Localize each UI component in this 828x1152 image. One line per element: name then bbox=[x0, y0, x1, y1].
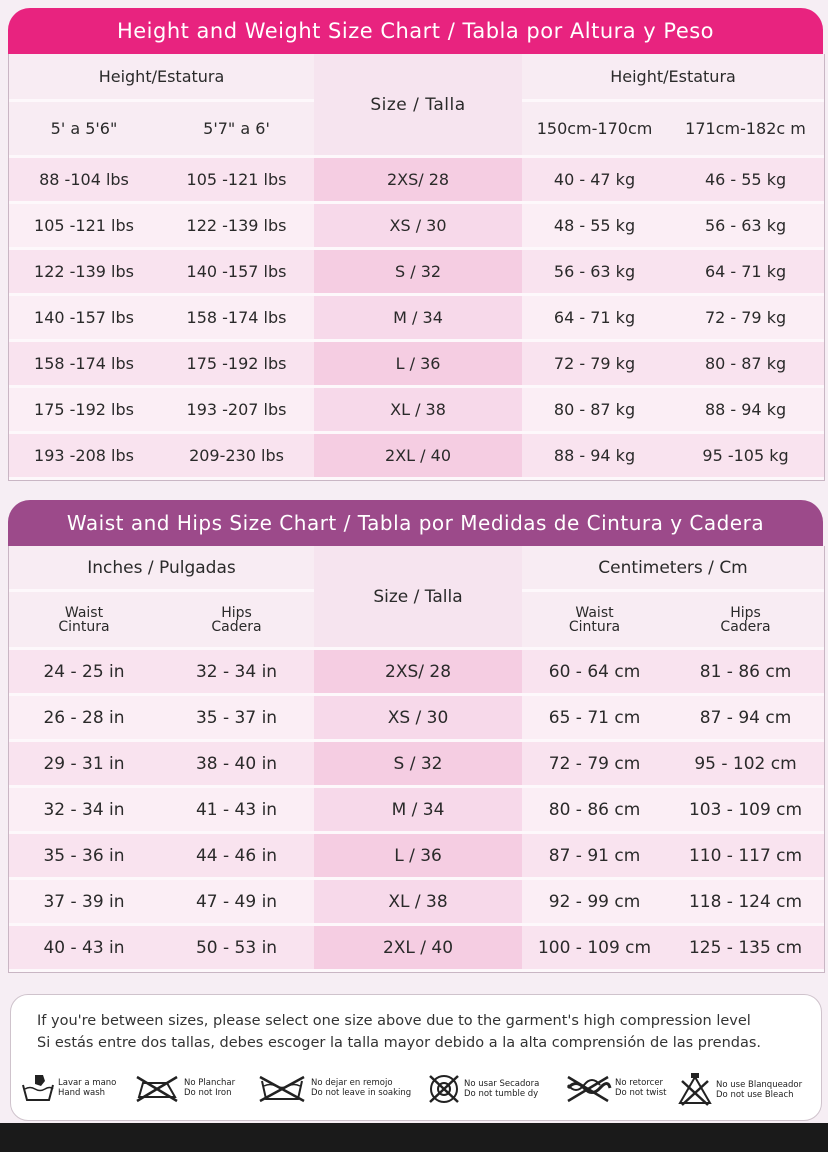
cell: 44 - 46 in bbox=[159, 834, 314, 880]
table-row bbox=[9, 650, 824, 696]
care-item bbox=[133, 1073, 235, 1103]
size-cell: L / 36 bbox=[314, 834, 522, 880]
cell: 100 - 109 cm bbox=[522, 926, 667, 972]
no-soak-icon bbox=[256, 1073, 308, 1103]
size-cell: XL / 38 bbox=[314, 880, 522, 926]
height-range-3: 150cm-170cm bbox=[522, 102, 667, 158]
care-label-es: No Planchar bbox=[184, 1078, 236, 1088]
cell: 56 - 63 kg bbox=[522, 250, 667, 296]
care-label-en: Hand wash bbox=[58, 1088, 106, 1098]
care-item bbox=[564, 1073, 666, 1103]
cell: 80 - 87 kg bbox=[522, 388, 667, 434]
cell: 65 - 71 cm bbox=[522, 696, 667, 742]
cell: 64 - 71 kg bbox=[522, 296, 667, 342]
cell: 158 -174 lbs bbox=[159, 296, 314, 342]
waist-label: Waist bbox=[64, 604, 104, 621]
size-cell: XL / 38 bbox=[314, 388, 522, 434]
cell: 72 - 79 kg bbox=[667, 296, 824, 342]
hips-cm-header bbox=[667, 592, 824, 650]
cell: 103 - 109 cm bbox=[667, 788, 824, 834]
care-label-es: No use Blanqueador bbox=[716, 1080, 803, 1090]
cadera-label: Cadera bbox=[720, 618, 771, 635]
cell: 50 - 53 in bbox=[159, 926, 314, 972]
cell: 125 - 135 cm bbox=[667, 926, 824, 972]
cintura-label: Cintura bbox=[58, 618, 110, 635]
cell: 122 -139 lbs bbox=[159, 204, 314, 250]
cell: 175 -192 lbs bbox=[9, 388, 159, 434]
size-cell: 2XL / 40 bbox=[314, 926, 522, 972]
cell: 64 - 71 kg bbox=[667, 250, 824, 296]
cell: 105 -121 lbs bbox=[159, 158, 314, 204]
cell: 24 - 25 in bbox=[9, 650, 159, 696]
hips-label: Hips bbox=[221, 604, 252, 621]
size-cell: M / 34 bbox=[314, 788, 522, 834]
care-item bbox=[21, 1073, 116, 1103]
care-instructions bbox=[11, 1073, 821, 1113]
cell: 105 -121 lbs bbox=[9, 204, 159, 250]
cell: 26 - 28 in bbox=[9, 696, 159, 742]
cell: 209-230 lbs bbox=[159, 434, 314, 480]
height-range-2: 5'7" a 6' bbox=[159, 102, 314, 158]
centimeters-label: Centimeters / Cm bbox=[522, 546, 824, 592]
cell: 122 -139 lbs bbox=[9, 250, 159, 296]
cell: 46 - 55 kg bbox=[667, 158, 824, 204]
size-cell: S / 32 bbox=[314, 742, 522, 788]
care-label-es: No usar Secadora bbox=[464, 1079, 540, 1089]
cell: 47 - 49 in bbox=[159, 880, 314, 926]
size-cell: M / 34 bbox=[314, 296, 522, 342]
cell: 193 -207 lbs bbox=[159, 388, 314, 434]
cell: 37 - 39 in bbox=[9, 880, 159, 926]
cell: 110 - 117 cm bbox=[667, 834, 824, 880]
waist-label: Waist bbox=[575, 604, 614, 621]
cell: 140 -157 lbs bbox=[159, 250, 314, 296]
care-item bbox=[427, 1073, 539, 1105]
care-label-es: No retorcer bbox=[615, 1078, 664, 1088]
care-label-en: Do not Iron bbox=[184, 1088, 232, 1098]
cell: 118 - 124 cm bbox=[667, 880, 824, 926]
cell: 72 - 79 kg bbox=[522, 342, 667, 388]
no-tumble-dry-icon bbox=[427, 1073, 461, 1105]
waist-cm-header bbox=[522, 592, 667, 650]
cell: 72 - 79 cm bbox=[522, 742, 667, 788]
cell: 87 - 94 cm bbox=[667, 696, 824, 742]
waist-hips-chart bbox=[8, 500, 823, 973]
care-label-en: Do not use Bleach bbox=[716, 1090, 794, 1100]
height-range-1: 5' a 5'6" bbox=[9, 102, 159, 158]
height-weight-table bbox=[8, 54, 825, 481]
care-label-en: Do not twist bbox=[615, 1088, 667, 1098]
sizing-note-card bbox=[10, 994, 822, 1121]
size-cell: L / 36 bbox=[314, 342, 522, 388]
cell: 175 -192 lbs bbox=[159, 342, 314, 388]
cell: 56 - 63 kg bbox=[667, 204, 824, 250]
hips-label: Hips bbox=[730, 604, 761, 621]
table-row bbox=[9, 342, 824, 388]
table-row bbox=[9, 204, 824, 250]
cell: 81 - 86 cm bbox=[667, 650, 824, 696]
size-cell: XS / 30 bbox=[314, 696, 522, 742]
cell: 95 - 102 cm bbox=[667, 742, 824, 788]
cell: 80 - 86 cm bbox=[522, 788, 667, 834]
size-cell: 2XS/ 28 bbox=[314, 158, 522, 204]
cell: 92 - 99 cm bbox=[522, 880, 667, 926]
care-item bbox=[256, 1073, 411, 1103]
table-row bbox=[9, 696, 824, 742]
size-cell: S / 32 bbox=[314, 250, 522, 296]
care-label-es: Lavar a mano bbox=[58, 1078, 117, 1088]
cell: 35 - 37 in bbox=[159, 696, 314, 742]
height-weight-title: Height and Weight Size Chart / Tabla por Altura y Peso bbox=[8, 8, 823, 54]
cell: 32 - 34 in bbox=[9, 788, 159, 834]
table-row bbox=[9, 158, 824, 204]
height-range-4: 171cm-182c m bbox=[667, 102, 824, 158]
table-row bbox=[9, 742, 824, 788]
care-item bbox=[677, 1073, 802, 1107]
height-imperial-label: Height/Estatura bbox=[9, 54, 314, 102]
waist-hips-title: Waist and Hips Size Chart / Tabla por Medidas de Cintura y Cadera bbox=[8, 500, 823, 546]
cintura-label: Cintura bbox=[568, 618, 621, 635]
height-weight-chart bbox=[8, 8, 823, 481]
cell: 29 - 31 in bbox=[9, 742, 159, 788]
hips-in-header bbox=[159, 592, 314, 650]
size-cell: XS / 30 bbox=[314, 204, 522, 250]
no-iron-icon bbox=[133, 1073, 181, 1103]
note-english: If you're between sizes, please select one size above due to the garment's high compression level bbox=[37, 1013, 751, 1029]
no-twist-icon bbox=[564, 1073, 612, 1103]
table-row bbox=[9, 926, 824, 972]
cell: 140 -157 lbs bbox=[9, 296, 159, 342]
table-row bbox=[9, 834, 824, 880]
table-row bbox=[9, 434, 824, 480]
cell: 41 - 43 in bbox=[159, 788, 314, 834]
cell: 193 -208 lbs bbox=[9, 434, 159, 480]
table-row bbox=[9, 788, 824, 834]
inches-label: Inches / Pulgadas bbox=[9, 546, 314, 592]
cadera-label: Cadera bbox=[211, 618, 262, 635]
size-label: Size / Talla bbox=[314, 546, 522, 650]
cell: 60 - 64 cm bbox=[522, 650, 667, 696]
note-spanish: Si estás entre dos tallas, debes escoger la talla mayor debido a la alta comprensión de las prendas. bbox=[37, 1035, 762, 1051]
cell: 32 - 34 in bbox=[159, 650, 314, 696]
cell: 95 -105 kg bbox=[667, 434, 824, 480]
care-label-es: No dejar en remojo bbox=[311, 1078, 393, 1088]
height-metric-label: Height/Estatura bbox=[522, 54, 824, 102]
cell: 88 - 94 kg bbox=[522, 434, 667, 480]
cell: 48 - 55 kg bbox=[522, 204, 667, 250]
hand-wash-icon bbox=[21, 1073, 55, 1103]
no-bleach-icon bbox=[677, 1073, 713, 1107]
cell: 40 - 47 kg bbox=[522, 158, 667, 204]
cell: 35 - 36 in bbox=[9, 834, 159, 880]
table-row bbox=[9, 296, 824, 342]
table-row bbox=[9, 880, 824, 926]
cell: 158 -174 lbs bbox=[9, 342, 159, 388]
care-label-en: Do not leave in soaking bbox=[311, 1088, 412, 1098]
cell: 88 - 94 kg bbox=[667, 388, 824, 434]
care-label-en: Do not tumble dy bbox=[464, 1089, 539, 1099]
cell: 38 - 40 in bbox=[159, 742, 314, 788]
size-label: Size / Talla bbox=[314, 54, 522, 158]
size-cell: 2XL / 40 bbox=[314, 434, 522, 480]
cell: 80 - 87 kg bbox=[667, 342, 824, 388]
waist-hips-table bbox=[8, 546, 825, 973]
cell: 88 -104 lbs bbox=[9, 158, 159, 204]
cell: 40 - 43 in bbox=[9, 926, 159, 972]
size-cell: 2XS/ 28 bbox=[314, 650, 522, 696]
waist-in-header bbox=[9, 592, 159, 650]
cell: 87 - 91 cm bbox=[522, 834, 667, 880]
bottom-bar bbox=[0, 1123, 828, 1152]
table-row bbox=[9, 388, 824, 434]
table-row bbox=[9, 250, 824, 296]
